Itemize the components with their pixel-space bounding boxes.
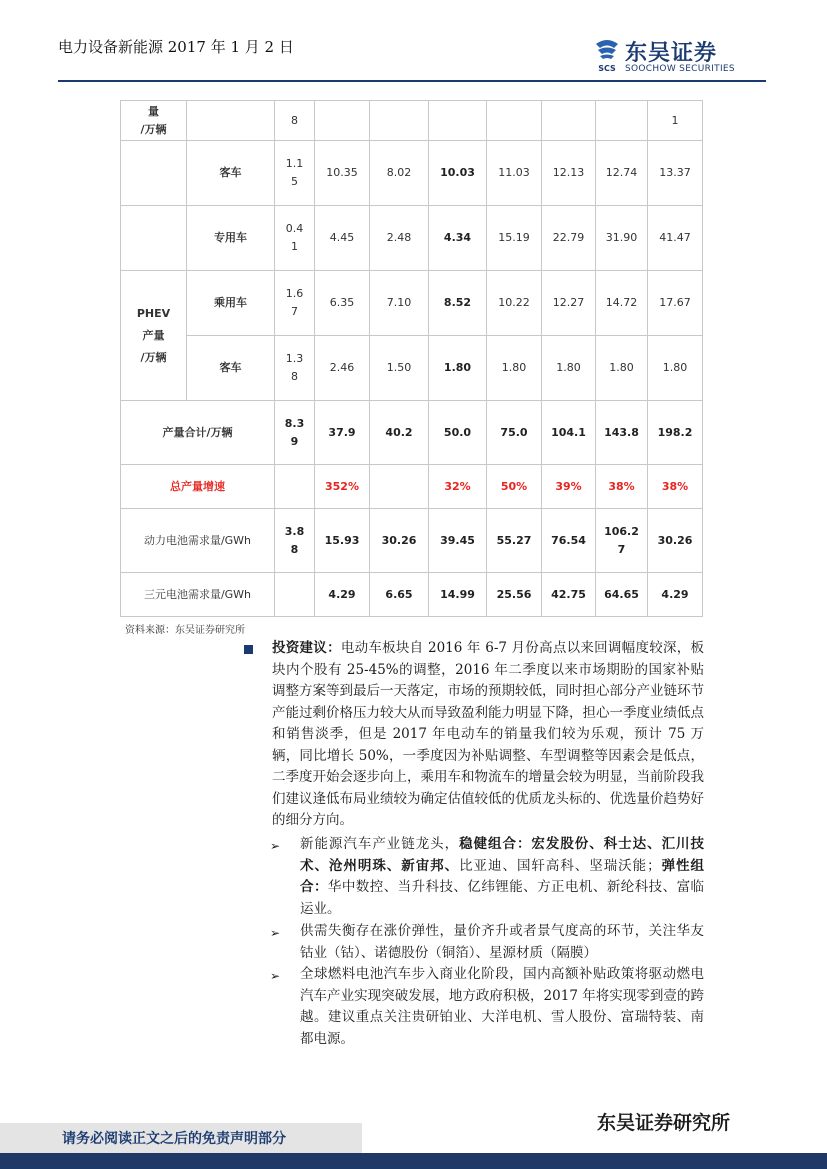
table-cell: 32% [429, 465, 487, 509]
table-row [121, 101, 703, 141]
table-cell: 1.6 7 [275, 271, 315, 336]
table-cell: 106.2 7 [596, 509, 648, 573]
table-cell [121, 206, 187, 271]
table-cell [370, 101, 429, 141]
table-cell: 2.46 [315, 336, 370, 401]
page-header-title: 电力设备新能源 2017 年 1 月 2 日 [58, 38, 294, 56]
table-cell: 25.56 [487, 573, 542, 617]
footer-brand: 东吴证券研究所 [597, 1112, 731, 1134]
table-cell: 50.0 [429, 401, 487, 465]
arrow-bullet-icon: ➢ [270, 839, 281, 853]
table-row [121, 401, 703, 465]
table-cell: 14.72 [596, 271, 648, 336]
table-cell [487, 101, 542, 141]
table-cell: 64.65 [596, 573, 648, 617]
table-cell: 352% [315, 465, 370, 509]
table-cell: 104.1 [542, 401, 596, 465]
table-cell: 12.27 [542, 271, 596, 336]
table-cell: 1.80 [542, 336, 596, 401]
table-cell: 1.3 8 [275, 336, 315, 401]
table-cell: 1.50 [370, 336, 429, 401]
investment-advice-paragraph [272, 638, 704, 832]
table-cell: 13.37 [648, 141, 703, 206]
table-cell [275, 573, 315, 617]
company-logo [592, 38, 762, 78]
arrow-bullet-icon: ➢ [270, 969, 281, 983]
row-label: 三元电池需求量/GWh [121, 573, 275, 617]
table-cell: 14.99 [429, 573, 487, 617]
table-cell: 38% [648, 465, 703, 509]
table-cell: 30.26 [370, 509, 429, 573]
logo-mark-icon [592, 38, 622, 74]
row-group-label: PHEV 产量 /万辆 [121, 271, 187, 401]
table-cell [596, 101, 648, 141]
table-row [121, 336, 703, 401]
table-cell: 39.45 [429, 509, 487, 573]
table-row [121, 206, 703, 271]
table-cell: 8 [275, 101, 315, 141]
table-cell [429, 101, 487, 141]
table-cell: 4.29 [315, 573, 370, 617]
table-cell: 10.22 [487, 271, 542, 336]
table-cell [315, 101, 370, 141]
table-cell [370, 465, 429, 509]
arrow-bullet-icon: ➢ [270, 926, 281, 940]
table-cell: 2.48 [370, 206, 429, 271]
table-row [121, 271, 703, 336]
table-cell: 17.67 [648, 271, 703, 336]
table-cell: 41.47 [648, 206, 703, 271]
table-cell: 3.8 8 [275, 509, 315, 573]
table-cell: 15.19 [487, 206, 542, 271]
square-bullet-icon [244, 645, 253, 654]
table-cell: 30.26 [648, 509, 703, 573]
row-label: 专用车 [187, 206, 275, 271]
table-source-note: 资料来源：东吴证券研究所 [125, 625, 245, 636]
table-cell: 4.45 [315, 206, 370, 271]
table-cell: 10.03 [429, 141, 487, 206]
table-cell: 76.54 [542, 509, 596, 573]
table-cell: 1.80 [429, 336, 487, 401]
row-label: 乘用车 [187, 271, 275, 336]
table-cell: 75.0 [487, 401, 542, 465]
bullet-item-supply-demand: 供需失衡存在涨价弹性，量价齐升或者景气度高的环节，关注华友钴业（钴）、诺德股份（铜箔）、星源材质（隔膜） [300, 923, 704, 961]
table-row [121, 141, 703, 206]
table-cell: 12.13 [542, 141, 596, 206]
table-cell: 42.75 [542, 573, 596, 617]
logo-english-name: SOOCHOW SECURITIES [625, 64, 735, 74]
row-label: 动力电池需求量/GWh [121, 509, 275, 573]
table-cell: 1 [648, 101, 703, 141]
bullet-item-ev-leaders: 新能源汽车产业链龙头，稳健组合：宏发股份、科士达、汇川技术、沧州明珠、新宙邦、比亚迪、国轩高科、坚瑞沃能；弹性组合：华中数控、当升科技、亿纬锂能、方正电机、新纶科技、富临运业。 [300, 836, 705, 917]
advice-label: 投资建议： [272, 640, 341, 656]
table-cell [187, 101, 275, 141]
row-label: 客车 [187, 141, 275, 206]
table-cell [542, 101, 596, 141]
table-cell: 4.29 [648, 573, 703, 617]
table-cell: 38% [596, 465, 648, 509]
table-cell: 31.90 [596, 206, 648, 271]
table-row [121, 465, 703, 509]
footer-disclaimer-note: 请务必阅读正文之后的免责声明部分 [62, 1131, 286, 1147]
table-row [121, 573, 703, 617]
table-cell: 1.80 [648, 336, 703, 401]
footer-bar [0, 1153, 827, 1169]
table-cell: 198.2 [648, 401, 703, 465]
table-cell: 50% [487, 465, 542, 509]
table-cell: 22.79 [542, 206, 596, 271]
row-label: 量 /万辆 [121, 101, 187, 141]
table-row [121, 509, 703, 573]
table-cell: 11.03 [487, 141, 542, 206]
table-cell [121, 141, 187, 206]
table-cell: 39% [542, 465, 596, 509]
table-cell: 10.35 [315, 141, 370, 206]
table-cell: 4.34 [429, 206, 487, 271]
bullet-item-fuel-cell: 全球燃料电池汽车步入商业化阶段，国内高额补贴政策将驱动燃电汽车产业实现突破发展，地方政府积极，2017 年将实现零到壹的跨越。建议重点关注贵研铂业、大洋电机、雪人股份、富瑞特装、南都电源。 [300, 966, 704, 1047]
table-cell: 8.52 [429, 271, 487, 336]
advice-text: 电动车板块自 2016 年 6-7 月份高点以来回调幅度较深，板块内个股有 25-45%的调整，2016 年二季度以来市场期盼的国家补贴调整方案等到最后一天落定，市场的预期较低，同时担心部分产业链环节产能过剩价格压力较大从而导致盈利能力明显下降，担心一季度业绩低点和销售淡季，但是 2017 年电动车的销量我们较为乐观，预计 75 万辆，同比增长 50%，一季度因为补贴调整、车型调整等因素会是低点，二季度开始会逐步向上，乘用车和物流车的增量会较为明显，当前阶段我们建议逢低布局业绩较为确定估值较低的优质龙头标的、优选量价趋势好的细分方向。 [272, 640, 705, 828]
table-cell: 15.93 [315, 509, 370, 573]
table-cell: 37.9 [315, 401, 370, 465]
logo-mark-text: SCS [598, 64, 616, 73]
table-cell: 0.4 1 [275, 206, 315, 271]
table-cell: 12.74 [596, 141, 648, 206]
logo-chinese-name: 东吴证券 [625, 41, 718, 66]
header-divider [58, 80, 766, 82]
row-label: 总产量增速 [121, 465, 275, 509]
table-cell: 1.80 [596, 336, 648, 401]
table-cell: 40.2 [370, 401, 429, 465]
table-cell: 8.02 [370, 141, 429, 206]
row-label: 客车 [187, 336, 275, 401]
table-cell: 143.8 [596, 401, 648, 465]
table-cell: 1.80 [487, 336, 542, 401]
table-cell [275, 465, 315, 509]
table-cell: 55.27 [487, 509, 542, 573]
table-cell: 7.10 [370, 271, 429, 336]
table-cell: 6.35 [315, 271, 370, 336]
table-cell: 6.65 [370, 573, 429, 617]
table-cell: 8.3 9 [275, 401, 315, 465]
row-label: 产量合计/万辆 [121, 401, 275, 465]
ev-production-table [120, 100, 703, 617]
table-cell: 1.1 5 [275, 141, 315, 206]
